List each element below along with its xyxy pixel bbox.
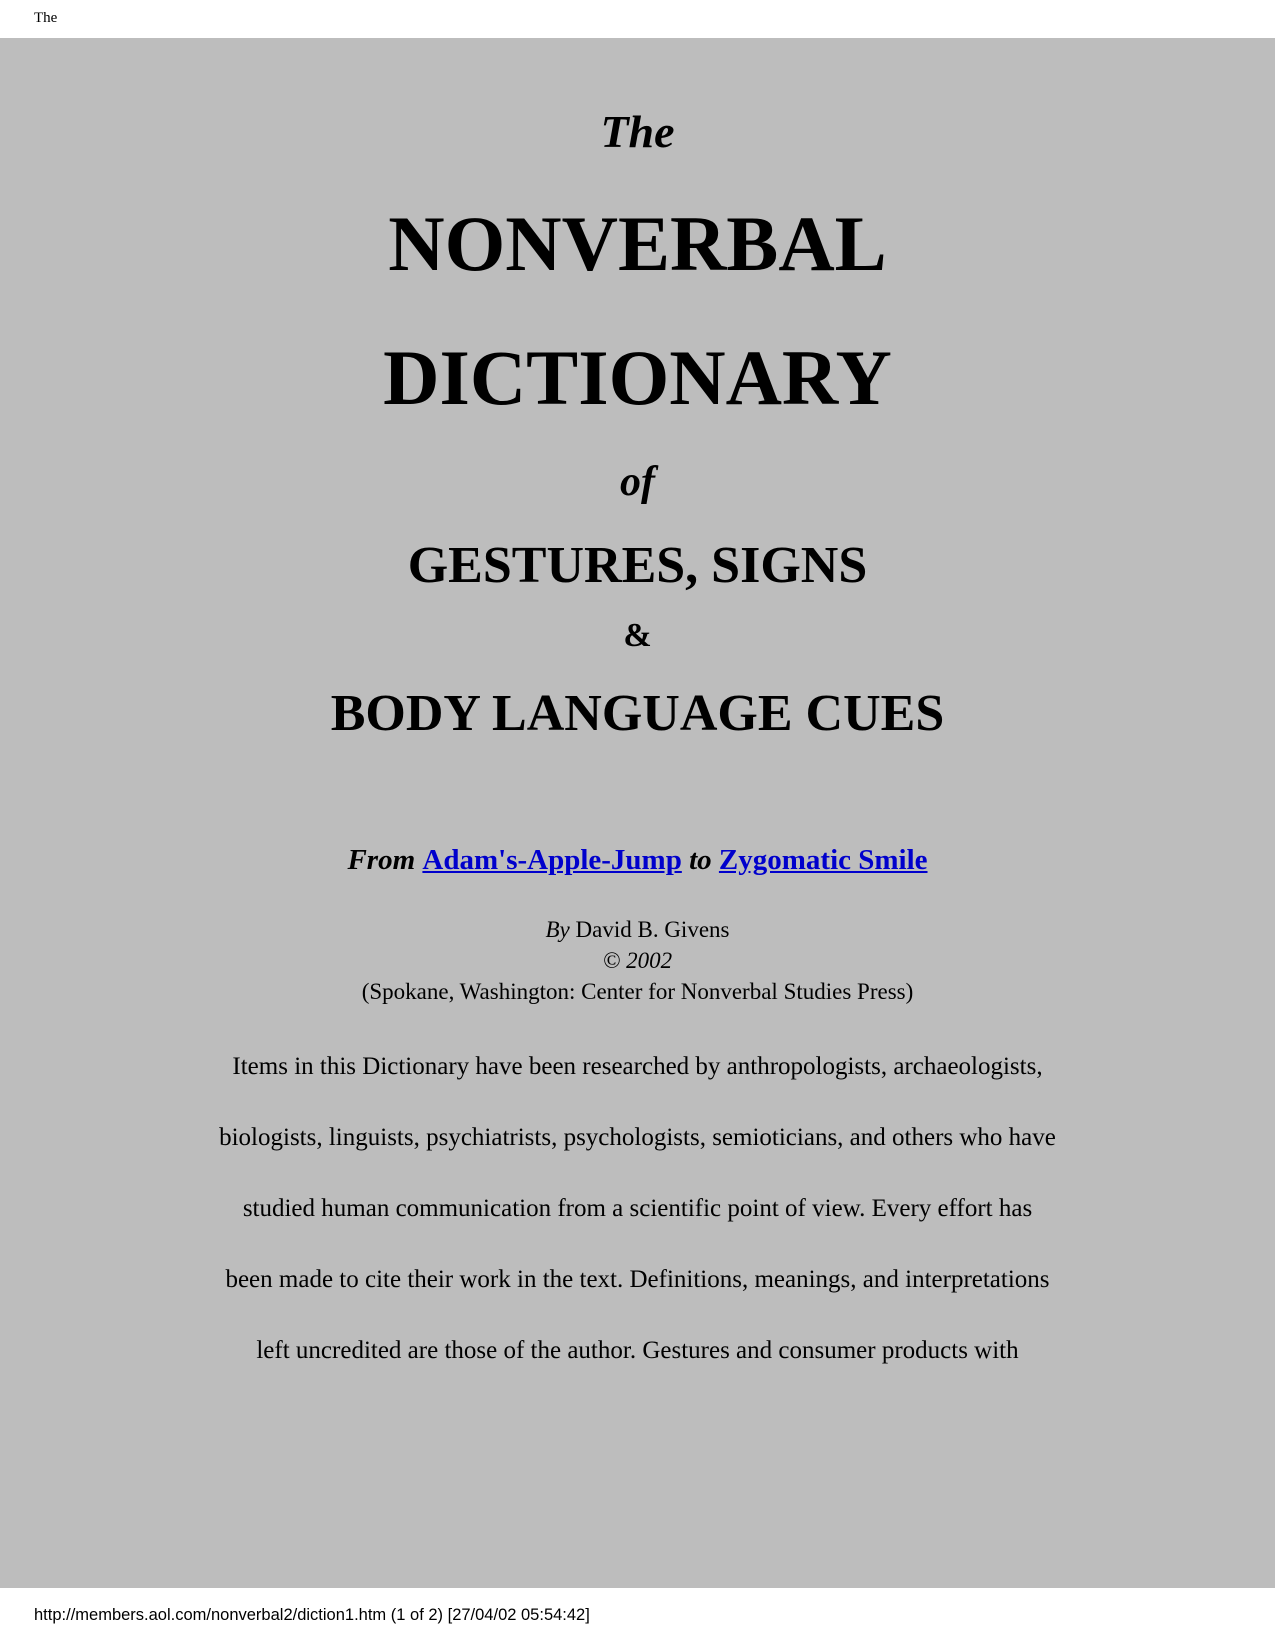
title-page [0, 38, 1275, 1386]
intro-line: biologists, linguists, psychiatrists, psychologists, semioticians, and others who have [219, 1124, 1056, 1151]
intro-line: studied human communication from a scientific point of view. Every effort has [242, 1195, 1033, 1222]
title-body-language-cues: BODY LANGUAGE CUES [330, 685, 945, 742]
title-the: The [600, 106, 675, 157]
title-dictionary: DICTIONARY [383, 334, 892, 421]
title-nonverbal: NONVERBAL [388, 200, 887, 287]
copyright-line: © 2002 [602, 948, 673, 973]
intro-line: left uncredited are those of the author. Gestures and consumer products with [256, 1337, 1019, 1364]
footer-url-status: http://members.aol.com/nonverbal2/diction1.htm (1 of 2) [27/04/02 05:54:42] [34, 1606, 590, 1624]
page-header-title: The [34, 10, 58, 26]
intro-paragraph [128, 1031, 1148, 1386]
intro-line: Items in this Dictionary have been researched by anthropologists, archaeologists, [232, 1053, 1043, 1080]
author-name: David B. Givens [575, 917, 730, 942]
title-ampersand: & [623, 617, 652, 654]
link-zygomatic-smile[interactable]: Zygomatic Smile [718, 844, 928, 876]
link-adams-apple-jump[interactable]: Adam's-Apple-Jump [422, 844, 682, 876]
byline-label: By [545, 917, 570, 942]
range-line [0, 842, 1275, 878]
byline [0, 914, 1275, 945]
title-gestures-signs: GESTURES, SIGNS [407, 537, 868, 594]
range-to-label: to [689, 844, 712, 876]
intro-line: been made to cite their work in the text. Definitions, meanings, and interpretations [225, 1266, 1050, 1293]
title-of: of [620, 459, 655, 505]
publisher-line: (Spokane, Washington: Center for Nonverbal Studies Press) [361, 979, 914, 1004]
document-content [0, 38, 1275, 1588]
range-from-label: From [347, 844, 416, 876]
print-header [0, 0, 1275, 38]
print-footer [0, 1588, 1275, 1651]
